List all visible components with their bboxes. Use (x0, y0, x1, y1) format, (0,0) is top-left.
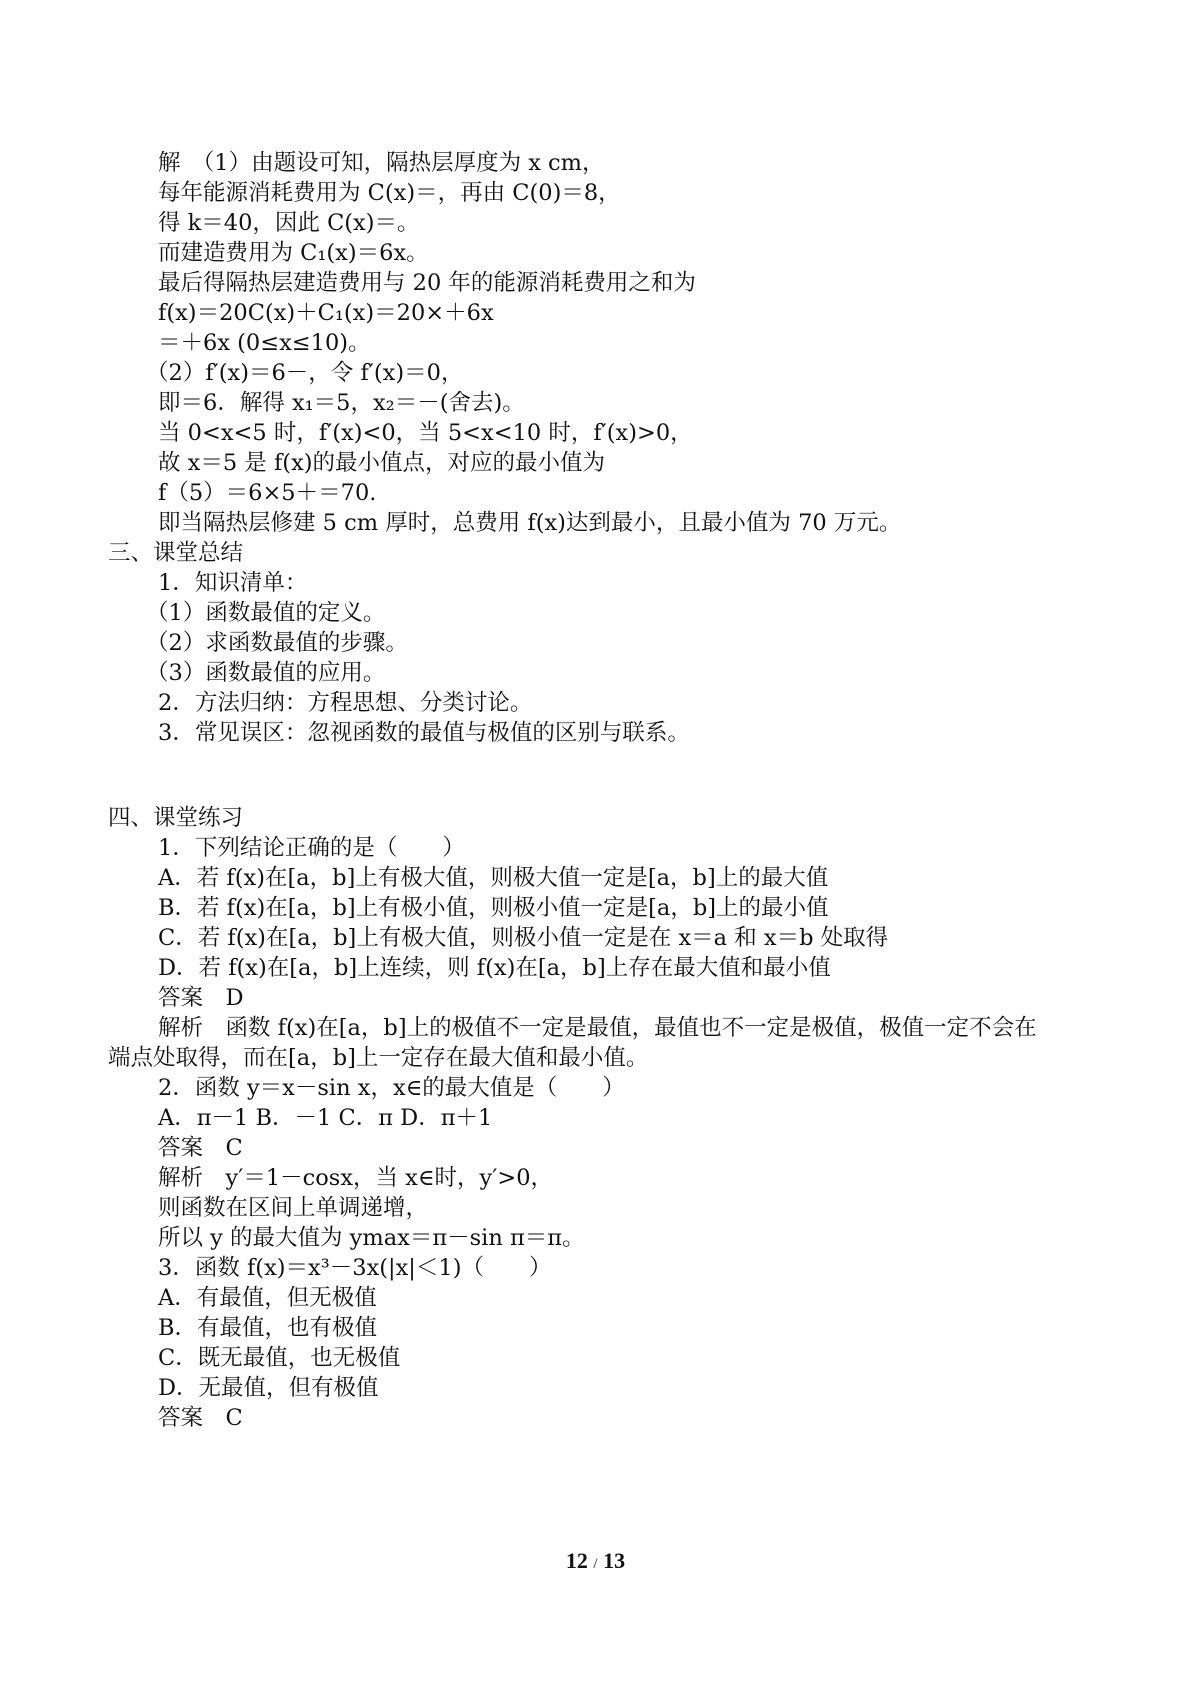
practice-line-17: B．有最值，也有极值 (158, 1315, 378, 1341)
page-total: 13 (603, 1548, 626, 1573)
practice-line-20: 答案 C (158, 1405, 243, 1431)
practice-line-15: 3．函数 f(x)＝x³－3x(|x|＜1)（ ） (158, 1255, 552, 1281)
page-current: 12 (565, 1548, 588, 1573)
practice-line-16: A．有最值，但无极值 (158, 1285, 377, 1311)
practice-line-4: C．若 f(x)在[a，b]上有极大值，则极小值一定是在 x＝a 和 x＝b 处取得 (158, 925, 889, 951)
practice-line-3: B．若 f(x)在[a，b]上有极小值，则极小值一定是[a，b]上的最小值 (158, 895, 829, 921)
practice-line-1: 1．下列结论正确的是（ ） (158, 835, 465, 861)
practice-line-14: 所以 y 的最大值为 ymax＝π－sin π＝π。 (158, 1225, 585, 1251)
practice-line-12: 解析 y′＝1－cosx，当 x∈时，y′>0， (158, 1165, 554, 1191)
practice-heading: 四、课堂练习 (108, 805, 244, 831)
solution-line-8: （2）f′(x)＝6－，令 f′(x)＝0， (146, 360, 464, 386)
practice-line-9: 2．函数 y＝x－sin x，x∈的最大值是（ ） (158, 1075, 625, 1101)
page-number (0, 1548, 1191, 1574)
summary-heading: 三、课堂总结 (108, 540, 244, 566)
summary-item-2: （1）函数最值的定义。 (146, 600, 386, 626)
practice-line-10: A．π－1 B．－1 C．π D．π＋1 (158, 1105, 493, 1131)
solution-line-13: 即当隔热层修建 5 cm 厚时，总费用 f(x)达到最小，且最小值为 70 万元。 (158, 510, 902, 536)
summary-item-1: 1．知识清单： (158, 570, 308, 596)
practice-line-19: D．无最值，但有极值 (158, 1375, 379, 1401)
solution-line-7: ＝＋6x (0≤x≤10)。 (158, 330, 371, 356)
practice-line-18: C．既无最值，也无极值 (158, 1345, 401, 1371)
solution-line-10: 当 0<x<5 时，f′(x)<0，当 5<x<10 时，f′(x)>0， (158, 420, 693, 446)
practice-line-8: 端点处取得，而在[a，b]上一定存在最大值和最小值。 (108, 1045, 649, 1071)
summary-item-3: （2）求函数最值的步骤。 (146, 630, 408, 656)
solution-line-12: f（5）＝6×5＋＝70. (158, 480, 377, 506)
summary-item-6: 3．常见误区：忽视函数的最值与极值的区别与联系。 (158, 720, 690, 746)
summary-item-5: 2．方法归纳：方程思想、分类讨论。 (158, 690, 533, 716)
solution-line-3: 得 k＝40，因此 C(x)＝。 (158, 210, 420, 236)
practice-line-6: 答案 D (158, 985, 244, 1011)
solution-line-6: f(x)＝20C(x)＋C₁(x)＝20×＋6x (158, 300, 494, 326)
solution-line-1: 解 （1）由题设可知，隔热层厚度为 x cm， (158, 150, 605, 176)
solution-line-4: 而建造费用为 C₁(x)＝6x。 (158, 240, 429, 266)
solution-line-9: 即＝6．解得 x₁＝5，x₂＝－(舍去)。 (158, 390, 525, 416)
solution-line-5: 最后得隔热层建造费用与 20 年的能源消耗费用之和为 (158, 270, 696, 296)
summary-item-4: （3）函数最值的应用。 (146, 660, 386, 686)
practice-line-13: 则函数在区间上单调递增， (158, 1195, 429, 1221)
page-separator: / (593, 1556, 598, 1572)
practice-line-11: 答案 C (158, 1135, 243, 1161)
solution-line-2: 每年能源消耗费用为 C(x)＝，再由 C(0)＝8， (158, 180, 621, 206)
practice-line-2: A．若 f(x)在[a，b]上有极大值，则极大值一定是[a，b]上的最大值 (158, 865, 829, 891)
solution-line-11: 故 x＝5 是 f(x)的最小值点，对应的最小值为 (158, 450, 606, 476)
practice-line-7: 解析 函数 f(x)在[a，b]上的极值不一定是最值，最值也不一定是极值，极值一定不会在 (158, 1015, 1037, 1041)
practice-line-5: D．若 f(x)在[a，b]上连续，则 f(x)在[a，b]上存在最大值和最小值 (158, 955, 831, 981)
